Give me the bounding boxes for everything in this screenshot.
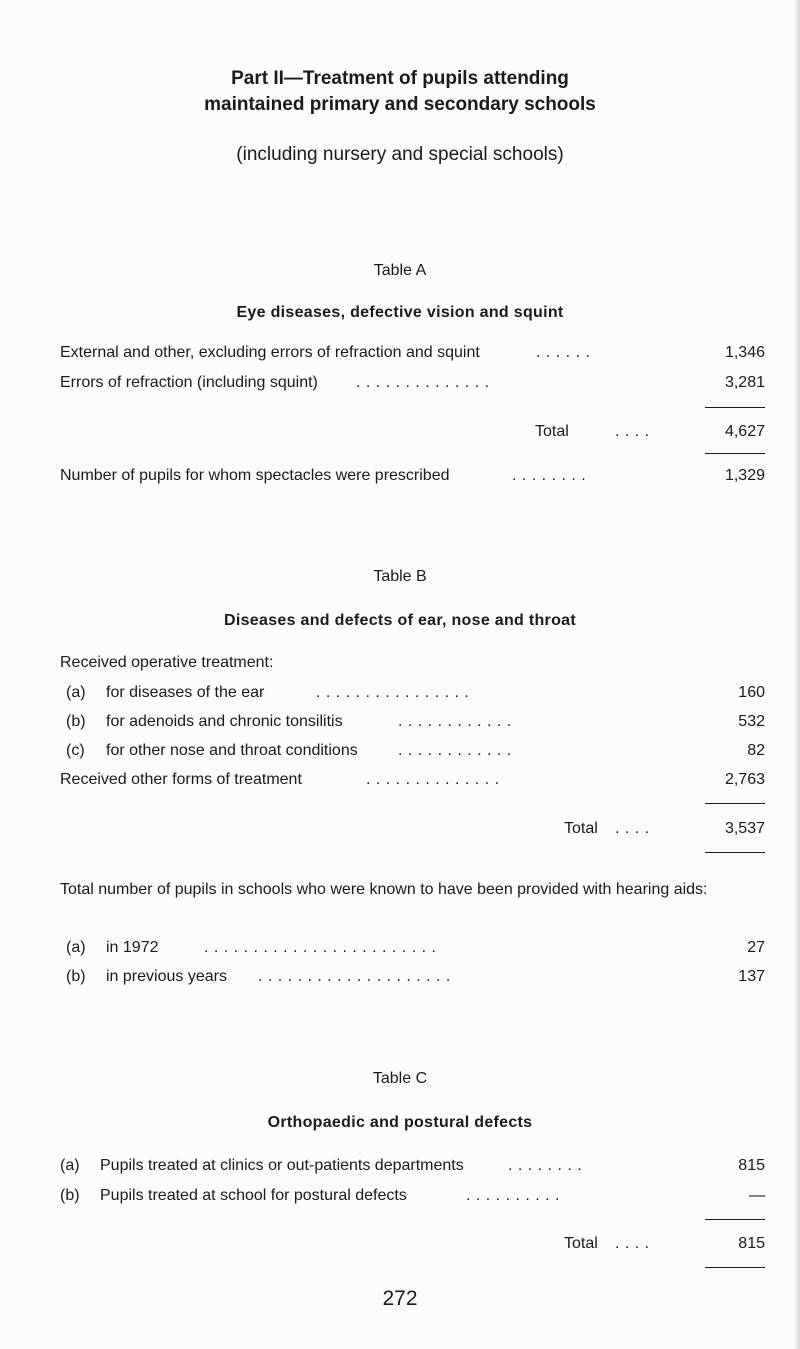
heading-line-1: Part II—Treatment of pupils attending [231, 68, 569, 89]
total-rule [705, 852, 765, 853]
leader-dots: . . . . . . . . . . . . [398, 742, 512, 759]
row-value: 1,329 [724, 467, 765, 484]
row-label: for other nose and throat conditions [106, 742, 358, 759]
row-prefix: (c) [66, 742, 85, 759]
leader-dots: . . . . . . . . . . . . . . [356, 374, 490, 391]
table-a-total-row [60, 421, 765, 443]
total-label: Total [535, 423, 569, 440]
heading-line-2: maintained primary and secondary schools [204, 94, 596, 115]
row-label: External and other, excluding errors of refraction and squint [60, 344, 480, 361]
total-value: 4,627 [724, 423, 765, 440]
leader-dots: . . . . . . . . . . . . . . [366, 771, 500, 788]
row-value: 532 [738, 713, 765, 730]
table-a-row-external [60, 342, 765, 364]
sum-rule [705, 1219, 765, 1220]
leader-dots: . . . . . . . . [508, 1157, 583, 1174]
total-value: 3,537 [724, 820, 765, 837]
hearing-aids-paragraph: Total number of pupils in schools who were known to have been provided with hearing aids: [60, 881, 708, 898]
row-value: 27 [747, 939, 765, 956]
row-label: Pupils treated at clinics or out-patients departments [100, 1157, 464, 1174]
hearing-row-a [66, 937, 765, 959]
row-label: in 1972 [106, 939, 159, 956]
table-b-row-b [66, 711, 765, 733]
leader-dots: . . . . . . . . . . . . [398, 713, 512, 730]
leader-dots: . . . . [615, 820, 650, 837]
table-c-title: Orthopaedic and postural defects [267, 1114, 533, 1131]
total-value: 815 [738, 1235, 765, 1252]
row-value: 815 [738, 1157, 765, 1174]
leader-dots: . . . . . . . . . . . . . . . . [316, 684, 470, 701]
row-label: Errors of refraction (including squint) [60, 374, 318, 391]
table-c-row-a [60, 1155, 765, 1177]
total-label: Total [564, 820, 598, 837]
sum-rule [705, 803, 765, 804]
row-value: 3,281 [724, 374, 765, 391]
leader-dots: . . . . . . . . [512, 467, 587, 484]
table-c-label: Table C [372, 1070, 428, 1087]
leader-dots: . . . . . . [536, 344, 591, 361]
row-value: 82 [747, 742, 765, 759]
leader-dots: . . . . [615, 1235, 650, 1252]
table-b-row-c [66, 740, 765, 762]
table-b-received-operative [60, 652, 765, 674]
row-label: Pupils treated at school for postural defects [100, 1187, 407, 1204]
table-a-title: Eye diseases, defective vision and squint [236, 304, 564, 321]
heading-subtitle: (including nursery and special schools) [236, 144, 564, 165]
page-edge [794, 0, 800, 1349]
row-prefix: (a) [66, 684, 86, 701]
sum-rule [705, 407, 765, 408]
table-b-total-row [60, 818, 765, 840]
leader-dots: . . . . [615, 423, 650, 440]
row-prefix: (b) [66, 713, 86, 730]
page-number: 272 [382, 1287, 418, 1310]
leader-dots: . . . . . . . . . . . . . . . . . . . . [258, 968, 451, 985]
row-value: 1,346 [724, 344, 765, 361]
leader-dots: . . . . . . . . . . . . . . . . . . . . . . . . [204, 939, 437, 956]
table-a-row-refraction [60, 372, 765, 394]
row-value: — [749, 1187, 765, 1204]
row-prefix: (a) [60, 1157, 80, 1174]
row-prefix: (b) [66, 968, 86, 985]
total-rule [705, 453, 765, 454]
row-value: 2,763 [724, 771, 765, 788]
total-label: Total [564, 1235, 598, 1252]
row-label: Number of pupils for whom spectacles were prescribed [60, 467, 450, 484]
table-b-label: Table B [373, 568, 427, 585]
hearing-row-b [66, 966, 765, 988]
row-label: in previous years [106, 968, 227, 985]
table-c-total-row [60, 1233, 765, 1255]
row-label: for diseases of the ear [106, 684, 265, 701]
section-label: Received operative treatment: [60, 654, 274, 671]
row-prefix: (b) [60, 1187, 80, 1204]
row-label: Received other forms of treatment [60, 771, 302, 788]
table-b-row-other [60, 769, 765, 791]
table-a-label: Table A [373, 262, 427, 279]
row-label: for adenoids and chronic tonsilitis [106, 713, 343, 730]
row-value: 160 [738, 684, 765, 701]
total-rule [705, 1267, 765, 1268]
row-prefix: (a) [66, 939, 86, 956]
table-c-row-b [60, 1185, 765, 1207]
row-value: 137 [738, 968, 765, 985]
leader-dots: . . . . . . . . . . [466, 1187, 560, 1204]
table-b-title: Diseases and defects of ear, nose and throat [224, 612, 576, 629]
table-a-spectacles-row [60, 465, 765, 487]
table-b-row-a [66, 682, 765, 704]
